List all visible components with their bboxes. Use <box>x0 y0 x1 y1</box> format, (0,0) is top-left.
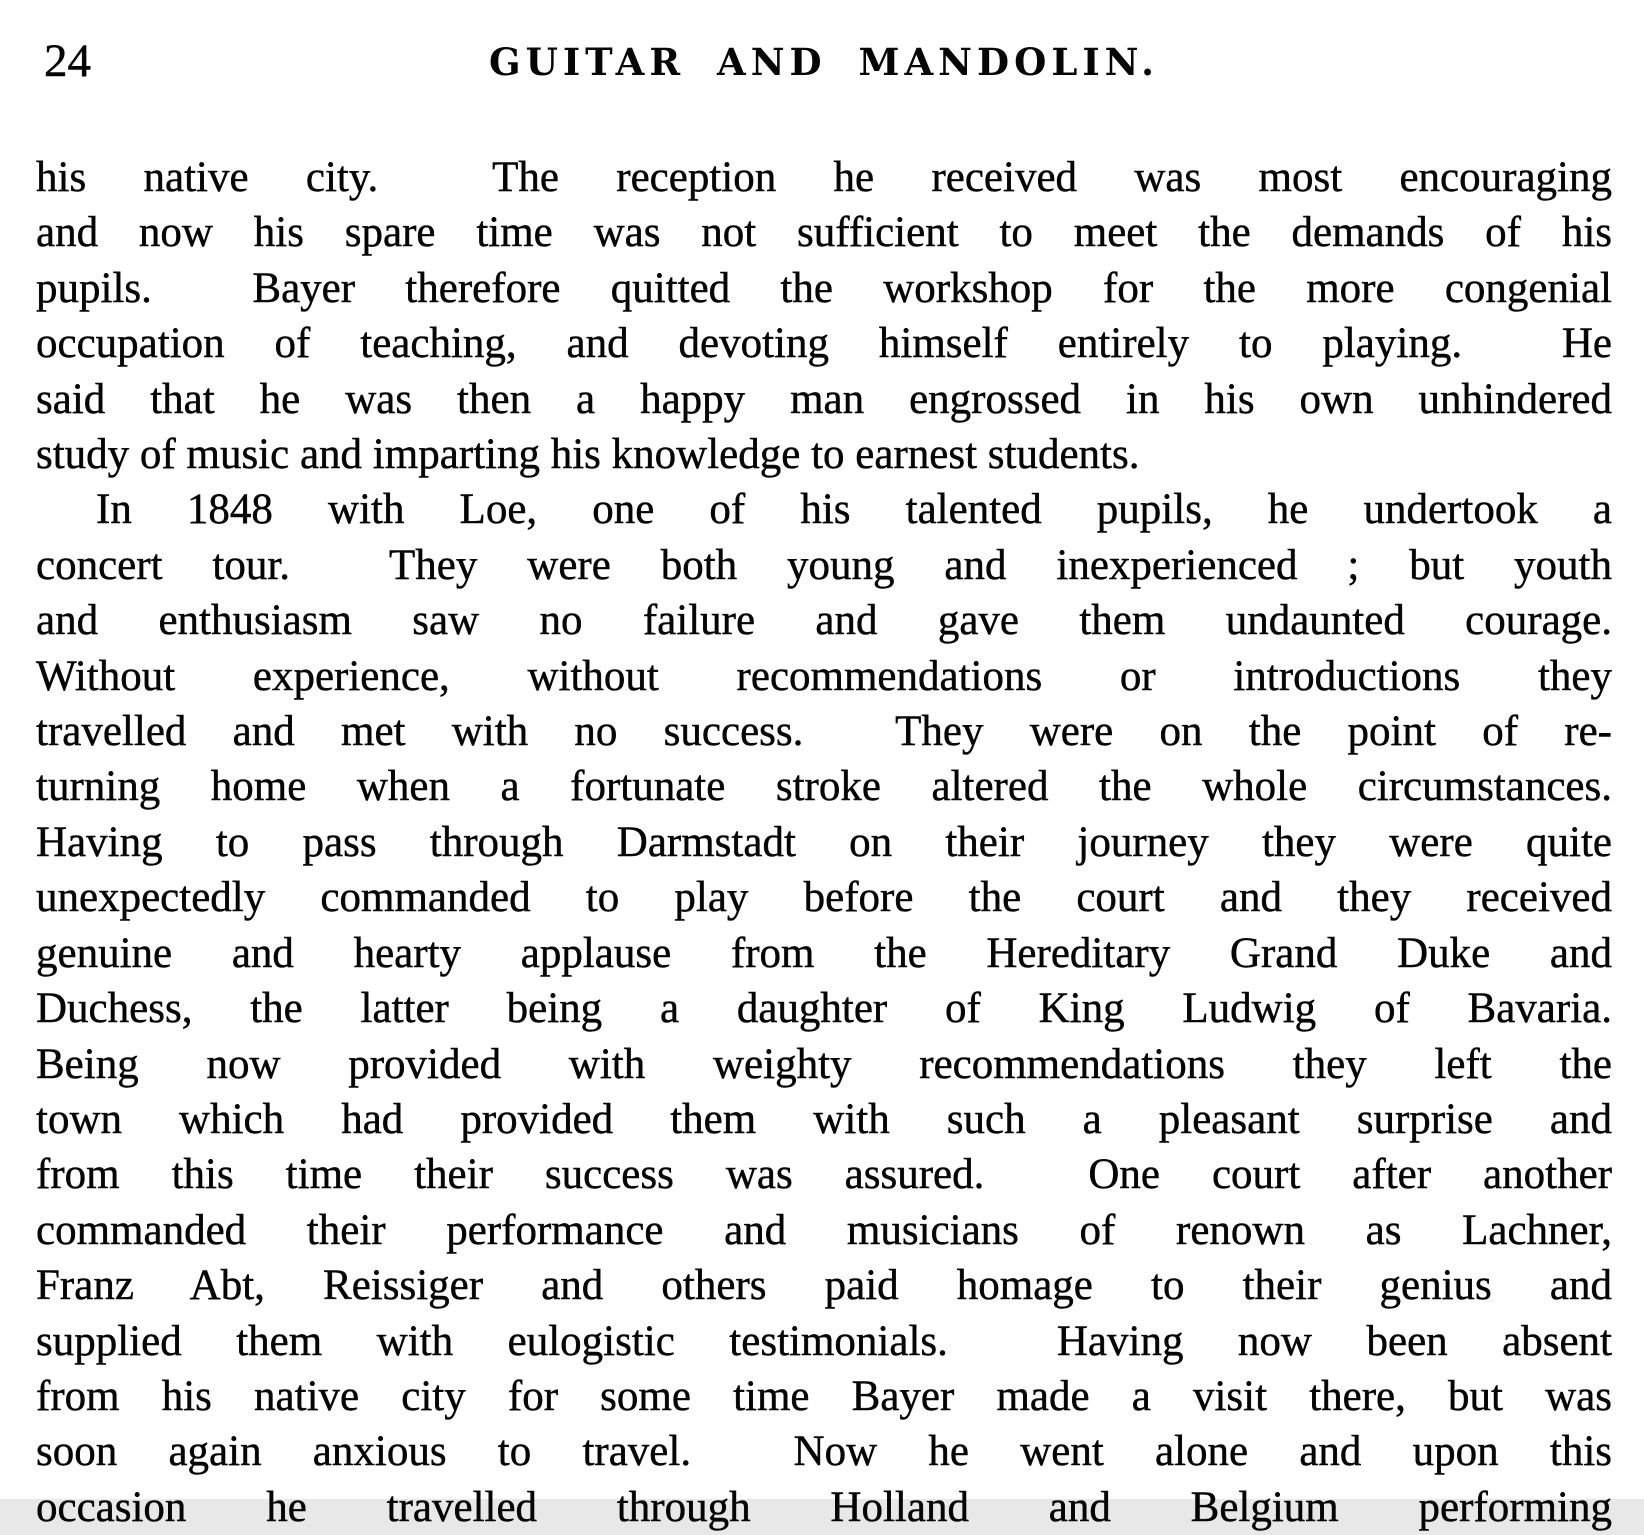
text-line: Having to pass through Darmstadt on their journey they were quite <box>36 818 1612 866</box>
running-title: GUITAR AND MANDOLIN. <box>489 40 1159 84</box>
text-line: from his native city for some time Bayer made a visit there, but was <box>36 1372 1612 1420</box>
page-body <box>36 150 1612 1531</box>
text-line: pupils. Bayer therefore quitted the workshop for the more congenial <box>36 264 1612 312</box>
text-line: genuine and hearty applause from the Hereditary Grand Duke and <box>36 929 1612 977</box>
text-line: soon again anxious to travel. Now he went alone and upon this <box>36 1428 1612 1476</box>
text-line: said that he was then a happy man engrossed in his own unhindered <box>36 375 1612 423</box>
text-line: and enthusiasm saw no failure and gave them undaunted courage. <box>36 597 1612 645</box>
text-line: town which had provided them with such a pleasant surprise and <box>36 1095 1612 1143</box>
text-line: concert tour. They were both young and inexperienced ; but youth <box>36 541 1612 589</box>
text-line: supplied them with eulogistic testimonials. Having now been absent <box>36 1317 1612 1365</box>
text-line: Duchess, the latter being a daughter of King Ludwig of Bavaria. <box>36 985 1612 1033</box>
text-line: In 1848 with Loe, one of his talented pupils, he undertook a <box>96 486 1612 534</box>
text-line: and now his spare time was not sufficient to meet the demands of his <box>36 209 1612 257</box>
text-line: Franz Abt, Reissiger and others paid homage to their genius and <box>36 1262 1612 1310</box>
text-line: travelled and met with no success. They were on the point of re- <box>36 708 1612 756</box>
text-line: from this time their success was assured. One court after another <box>36 1151 1612 1199</box>
text-line: turning home when a fortunate stroke altered the whole circumstances. <box>36 763 1612 811</box>
text-line-clipped: occasion he travelled through Holland and Belgium performing <box>36 1483 1612 1531</box>
paragraph-1 <box>36 150 1612 482</box>
text-line: his native city. The reception he received was most encouraging <box>36 154 1612 201</box>
text-line: Being now provided with weighty recommendations they left the <box>36 1040 1612 1088</box>
text-line: occupation of teaching, and devoting himself entirely to playing. He <box>36 320 1612 368</box>
text-line: Without experience, without recommendations or introductions they <box>36 652 1612 700</box>
text-line: study of music and imparting his knowledge to earnest students. <box>36 431 1140 479</box>
text-line: unexpectedly commanded to play before the court and they received <box>36 874 1612 922</box>
paragraph-2 <box>36 482 1612 1531</box>
page-number: 24 <box>44 35 91 87</box>
text-line: commanded their performance and musicians of renown as Lachner, <box>36 1206 1612 1254</box>
page-header <box>36 35 1612 110</box>
